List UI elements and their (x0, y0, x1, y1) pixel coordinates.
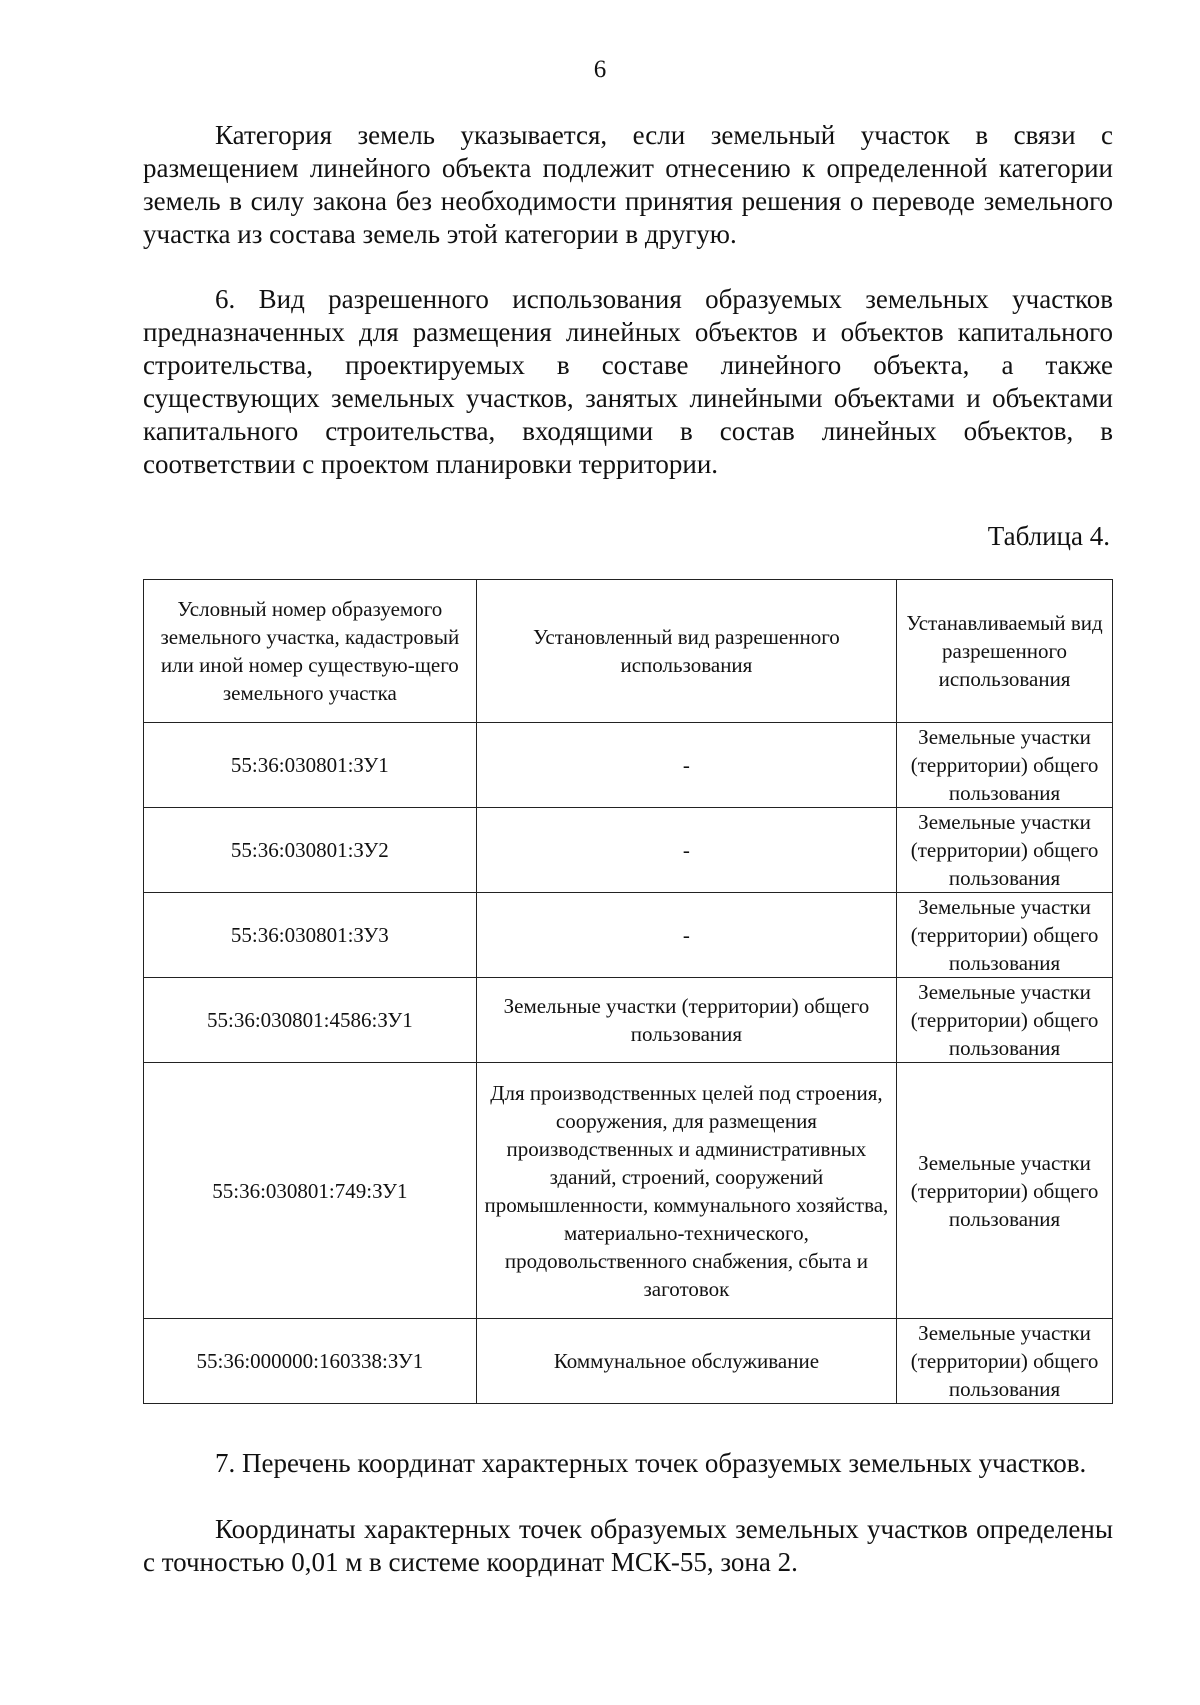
paragraph-coordinate-system-text: Координаты характерных точек образуемых земельных участков определены с точностью 0,01 м в системе координат МСК-55, зона 2. (143, 1514, 1113, 1577)
cell-established-use: Земельные участки (территории) общего пользования (476, 978, 896, 1063)
cell-assigned-use: Земельные участки (территории) общего пользования (897, 723, 1113, 808)
paragraph-coordinate-system (143, 1513, 1113, 1579)
cell-assigned-use: Земельные участки (территории) общего пользования (897, 893, 1113, 978)
page-number: 6 (593, 56, 607, 83)
land-use-table (143, 579, 1113, 1404)
cell-assigned-use: Земельные участки (территории) общего пользования (897, 1063, 1113, 1319)
header-assigned-use: Устанавливаемый вид разрешенного использования (897, 580, 1113, 723)
paragraph-land-category-text: Категория земель указывается, если земельный участок в связи с размещением линейного объекта подлежит отнесению к определенной категории земель в силу закона без необходимости принятия решения о переводе земельного участка из состава земель этой категории в другую. (143, 120, 1113, 249)
cell-established-use: Коммунальное обслуживание (476, 1319, 896, 1404)
paragraph-permitted-use (143, 283, 1113, 481)
table-row (144, 1063, 1113, 1319)
cell-assigned-use: Земельные участки (территории) общего пользования (897, 808, 1113, 893)
paragraph-land-category (143, 119, 1113, 251)
cell-plot-number: 55:36:030801:ЗУ3 (144, 893, 477, 978)
table-caption: Таблица 4. (987, 521, 1110, 551)
cell-established-use: Для производственных целей под строения, сооружения, для размещения производственных и административных зданий, строений, сооружений промышленности, коммунального хозяйства, материально-технического, продовольственного снабжения, сбыта и заготовок (476, 1063, 896, 1319)
header-established-use: Установленный вид разрешенного использования (476, 580, 896, 723)
cell-plot-number: 55:36:030801:ЗУ2 (144, 808, 477, 893)
paragraph-permitted-use-text: 6. Вид разрешенного использования образуемых земельных участков предназначенных для размещения линейных объектов и объектов капитального строительства, проектируемых в составе линейного объекта, а также существующих земельных участков, занятых линейными объектами и объектами капитального строительства, входящими в состав линейных объектов, в соответствии с проектом планировки территории. (143, 284, 1113, 479)
header-plot-number: Условный номер образуемого земельного участка, кадастровый или иной номер существую-щего земельного участка (144, 580, 477, 723)
cell-assigned-use: Земельные участки (территории) общего пользования (897, 1319, 1113, 1404)
table-row (144, 1319, 1113, 1404)
paragraph-coordinates-list (143, 1447, 1113, 1480)
cell-plot-number: 55:36:030801:749:ЗУ1 (144, 1063, 477, 1319)
cell-plot-number: 55:36:000000:160338:ЗУ1 (144, 1319, 477, 1404)
table-row (144, 808, 1113, 893)
paragraph-coordinates-list-text: 7. Перечень координат характерных точек образуемых земельных участков. (215, 1448, 1087, 1478)
cell-plot-number: 55:36:030801:ЗУ1 (144, 723, 477, 808)
table-row (144, 893, 1113, 978)
cell-established-use: - (476, 893, 896, 978)
cell-plot-number: 55:36:030801:4586:ЗУ1 (144, 978, 477, 1063)
cell-assigned-use: Земельные участки (территории) общего пользования (897, 978, 1113, 1063)
table-row (144, 723, 1113, 808)
cell-established-use: - (476, 808, 896, 893)
cell-established-use: - (476, 723, 896, 808)
table-row (144, 978, 1113, 1063)
table-header-row (144, 580, 1113, 723)
